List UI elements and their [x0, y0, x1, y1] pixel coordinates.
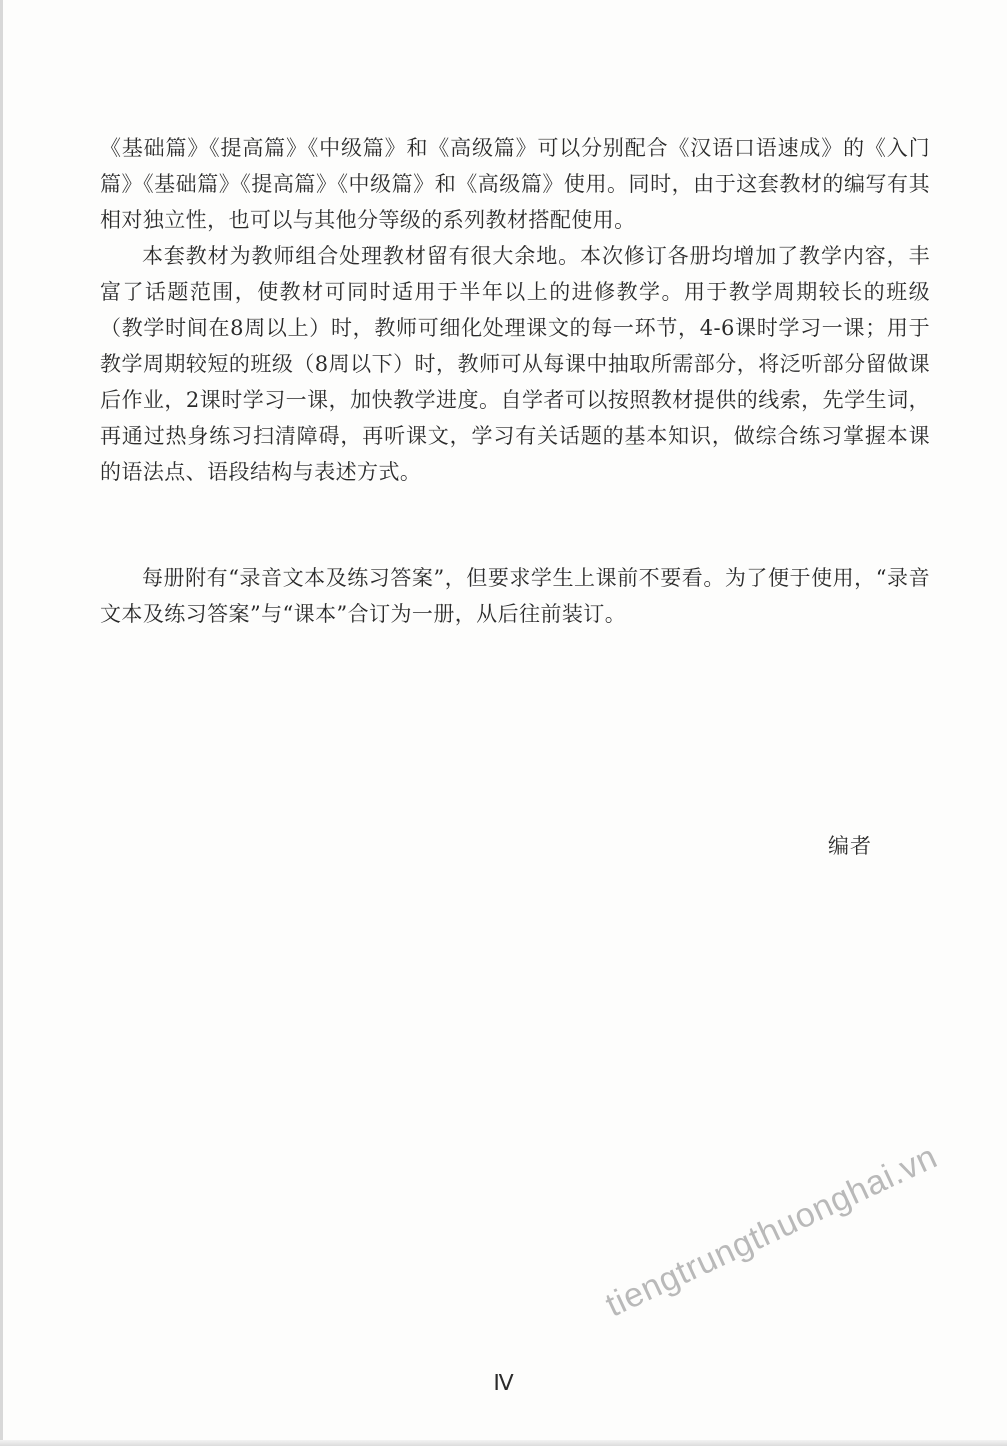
paragraph-3: 每册附有“录音文本及练习答案”，但要求学生上课前不要看。为了便于使用，“录音文本及练习答案”与“课本”合订为一册，从后往前装订。 [100, 566, 930, 626]
page-bottom-edge [0, 1440, 1007, 1446]
paragraph-2: 本套教材为教师组合处理教材留有很大余地。本次修订各册均增加了教学内容，丰富了话题范围，使教材可同时适用于半年以上的进修教学。用于教学周期较长的班级（教学时间在8周以上）时，教师可细化处理课文的每一环节，4-6课时学习一课；用于教学周期较短的班级（8周以下）时，教师可从每课中抽取所需部分，将泛听部分留做课后作业，2课时学习一课，加快教学进度。自学者可以按照教材提供的线索，先学生词，再通过热身练习扫清障碍，再听课文，学习有关话题的基本知识，做综合练习掌握本课的语法点、语段结构与表述方式。 [100, 244, 930, 484]
body-text [100, 130, 930, 632]
watermark: tiengtrungthuonghai.vn [600, 1137, 944, 1325]
page-number: Ⅳ [493, 1370, 514, 1395]
page-left-edge [0, 0, 3, 1446]
paragraph-1: 《基础篇》《提高篇》《中级篇》和《高级篇》可以分别配合《汉语口语速成》的《入门篇》《基础篇》《提高篇》《中级篇》和《高级篇》使用。同时，由于这套教材的编写有其相对独立性，也可以与其他分等级的系列教材搭配使用。 [100, 136, 930, 232]
author-signature: 编者 [828, 834, 873, 858]
